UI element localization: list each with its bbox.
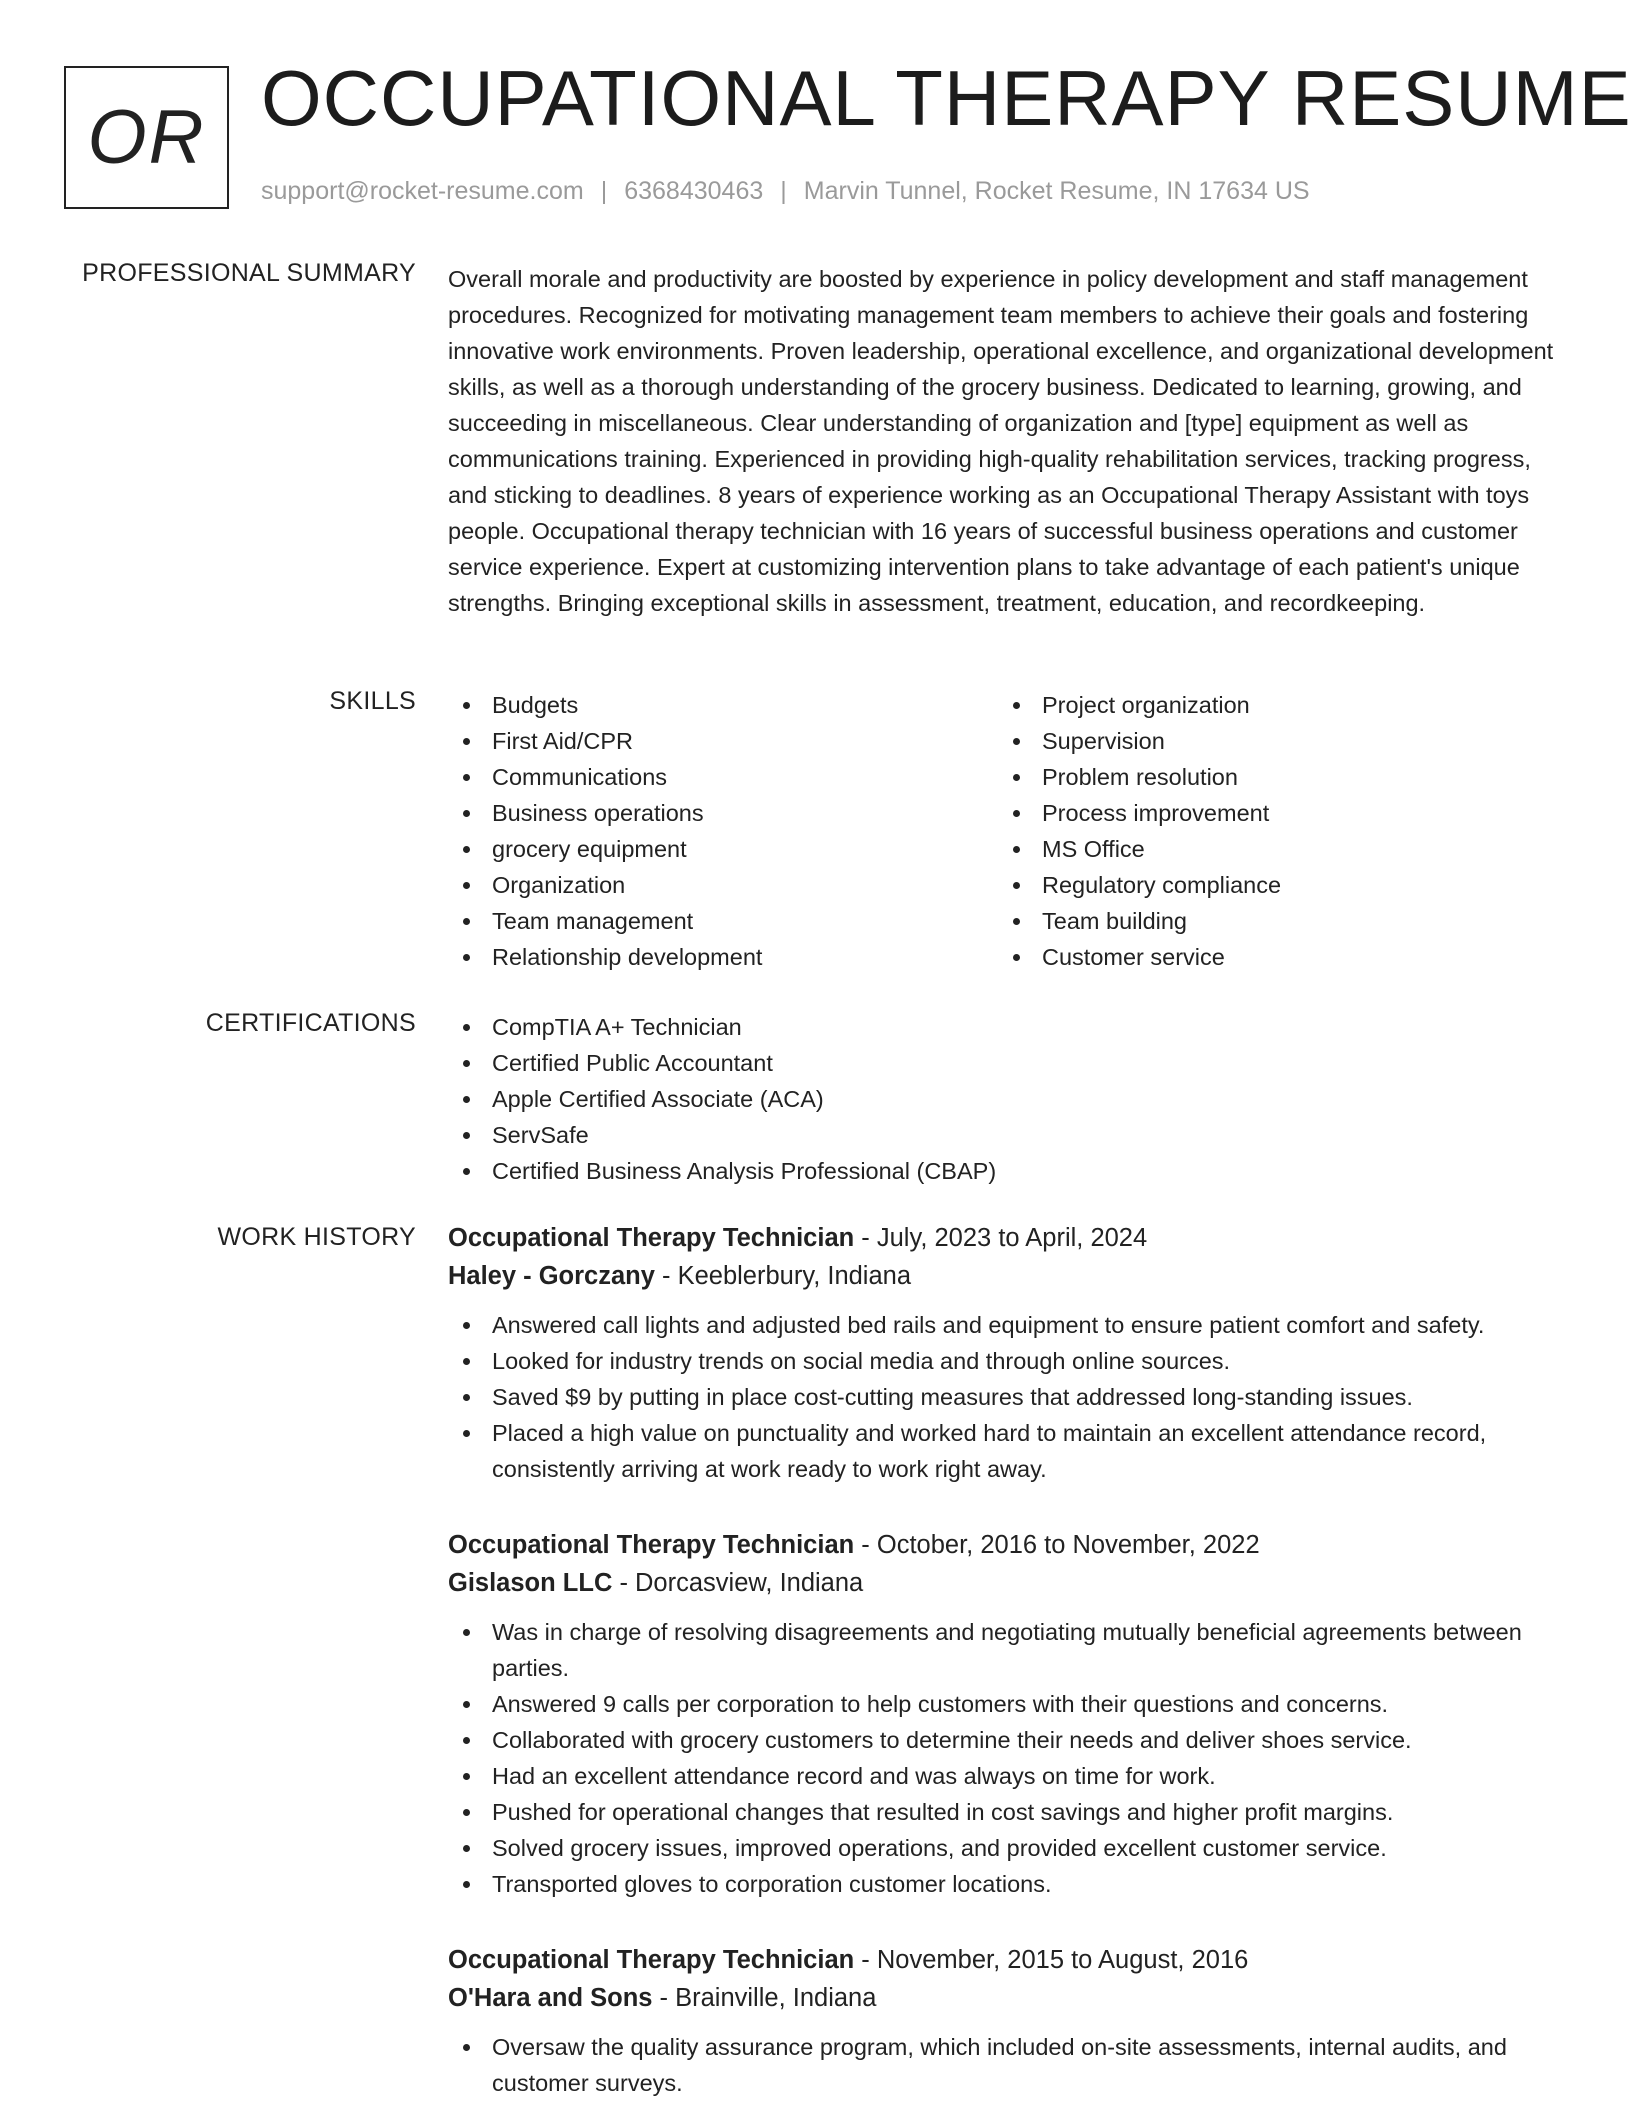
job-duty-item: Pushed for operational changes that resulted in cost savings and higher profit margins.	[448, 1794, 1568, 1830]
job-duty-item: Oversaw the quality assurance program, which included on-site assessments, internal audits, and customer surveys.	[448, 2029, 1568, 2101]
job-location: - Brainville, Indiana	[652, 1984, 877, 2012]
contact-phone: 6368430463	[624, 177, 764, 205]
job-company-line	[448, 1564, 1568, 1602]
job-title: Occupational Therapy Technician	[448, 1224, 855, 1252]
contact-separator: |	[780, 177, 787, 205]
skills-heading: SKILLS	[329, 687, 416, 715]
job-title: Occupational Therapy Technician	[448, 1531, 855, 1559]
job-duty-item: Answered 9 calls per corporation to help customers with their questions and concerns.	[448, 1686, 1568, 1722]
job-title: Occupational Therapy Technician	[448, 1946, 855, 1974]
job-company: Haley - Gorczany	[448, 1262, 655, 1290]
certification-item: Apple Certified Associate (ACA)	[448, 1081, 1568, 1117]
job-duty-item: Was in charge of resolving disagreements and negotiating mutually beneficial agreements between parties.	[448, 1614, 1568, 1686]
job-duties-list	[448, 1614, 1568, 1902]
contact-separator: |	[600, 177, 608, 205]
skill-item: Relationship development	[448, 939, 998, 975]
job-entry	[448, 1219, 1568, 1487]
job-title-line	[448, 1526, 1568, 1564]
job-dates: - July, 2023 to April, 2024	[854, 1224, 1148, 1252]
skill-item: MS Office	[998, 831, 1548, 867]
summary-text: Overall morale and productivity are boosted by experience in policy development and staff management procedures. Recognized for motivating management team members to achieve their goals and fostering innovative work environments. Proven leadership, operational excellence, and organizational development skills, as well as a thorough understanding of the grocery business. Dedicated to learning, growing, and succeeding in miscellaneous. Clear understanding of organization and [type] equipment as well as communications training. Experienced in providing high-quality rehabilitation services, tracking progress, and sticking to deadlines. 8 years of experience working as an Occupational Therapy Assistant with toys people. Occupational therapy technician with 16 years of successful business operations and customer service experience. Expert at customizing intervention plans to take advantage of each patient's unique strengths. Bringing exceptional skills in assessment, treatment, education, and recordkeeping.	[448, 266, 1554, 616]
job-company: O'Hara and Sons	[448, 1984, 653, 2012]
monogram-box	[64, 66, 229, 209]
skill-item: Project organization	[998, 687, 1548, 723]
skill-item: Team building	[998, 903, 1548, 939]
job-duty-item: Looked for industry trends on social media and through online sources.	[448, 1343, 1568, 1379]
certification-item: ServSafe	[448, 1117, 1568, 1153]
job-company-line	[448, 1979, 1568, 2017]
job-company: Gislason LLC	[448, 1569, 613, 1597]
job-title-line	[448, 1941, 1568, 1979]
skill-item: Problem resolution	[998, 759, 1548, 795]
resume-title: OCCUPATIONAL THERAPY RESUME	[261, 54, 1632, 142]
job-dates: - October, 2016 to November, 2022	[854, 1531, 1260, 1559]
job-entry	[448, 1941, 1568, 2101]
monogram-initials: OR	[87, 95, 206, 180]
job-duties-list	[448, 1307, 1568, 1487]
skills-list-left	[448, 687, 998, 975]
job-entry	[448, 1526, 1568, 1902]
certification-item: Certified Business Analysis Professional (CBAP)	[448, 1153, 1568, 1189]
work-history-heading: WORK HISTORY	[217, 1223, 416, 1251]
job-duty-item: Transported gloves to corporation customer locations.	[448, 1866, 1568, 1902]
skill-item: Business operations	[448, 795, 998, 831]
certification-item: Certified Public Accountant	[448, 1045, 1568, 1081]
skill-item: Regulatory compliance	[998, 867, 1548, 903]
certifications-heading: CERTIFICATIONS	[205, 1009, 416, 1037]
job-duty-item: Solved grocery issues, improved operations, and provided excellent customer service.	[448, 1830, 1568, 1866]
job-location: - Dorcasview, Indiana	[612, 1569, 864, 1597]
skill-item: Customer service	[998, 939, 1548, 975]
contact-line	[261, 177, 1310, 206]
skill-item: grocery equipment	[448, 831, 998, 867]
job-title-line	[448, 1219, 1568, 1257]
job-duty-item: Had an excellent attendance record and was always on time for work.	[448, 1758, 1568, 1794]
job-dates: - November, 2015 to August, 2016	[854, 1946, 1249, 1974]
job-location: - Keeblerbury, Indiana	[654, 1262, 912, 1290]
skill-item: Team management	[448, 903, 998, 939]
skill-item: First Aid/CPR	[448, 723, 998, 759]
contact-email: support@rocket-resume.com	[261, 177, 584, 205]
job-duty-item: Placed a high value on punctuality and worked hard to maintain an excellent attendance record, consistently arriving at work ready to work right away.	[448, 1415, 1568, 1487]
job-duty-item: Saved $9 by putting in place cost-cutting measures that addressed long-standing issues.	[448, 1379, 1568, 1415]
skill-item: Supervision	[998, 723, 1548, 759]
certification-item: CompTIA A+ Technician	[448, 1009, 1568, 1045]
job-company-line	[448, 1257, 1568, 1295]
contact-address: Marvin Tunnel, Rocket Resume, IN 17634 US	[803, 177, 1310, 205]
skill-item: Budgets	[448, 687, 998, 723]
job-duties-list	[448, 2029, 1568, 2101]
skill-item: Communications	[448, 759, 998, 795]
skill-item: Process improvement	[998, 795, 1548, 831]
job-duty-item: Collaborated with grocery customers to determine their needs and deliver shoes service.	[448, 1722, 1568, 1758]
skill-item: Organization	[448, 867, 998, 903]
summary-heading: PROFESSIONAL SUMMARY	[82, 259, 416, 287]
certifications-list	[448, 1009, 1568, 1189]
job-duty-item: Answered call lights and adjusted bed rails and equipment to ensure patient comfort and safety.	[448, 1307, 1568, 1343]
skills-list-right	[998, 687, 1548, 975]
